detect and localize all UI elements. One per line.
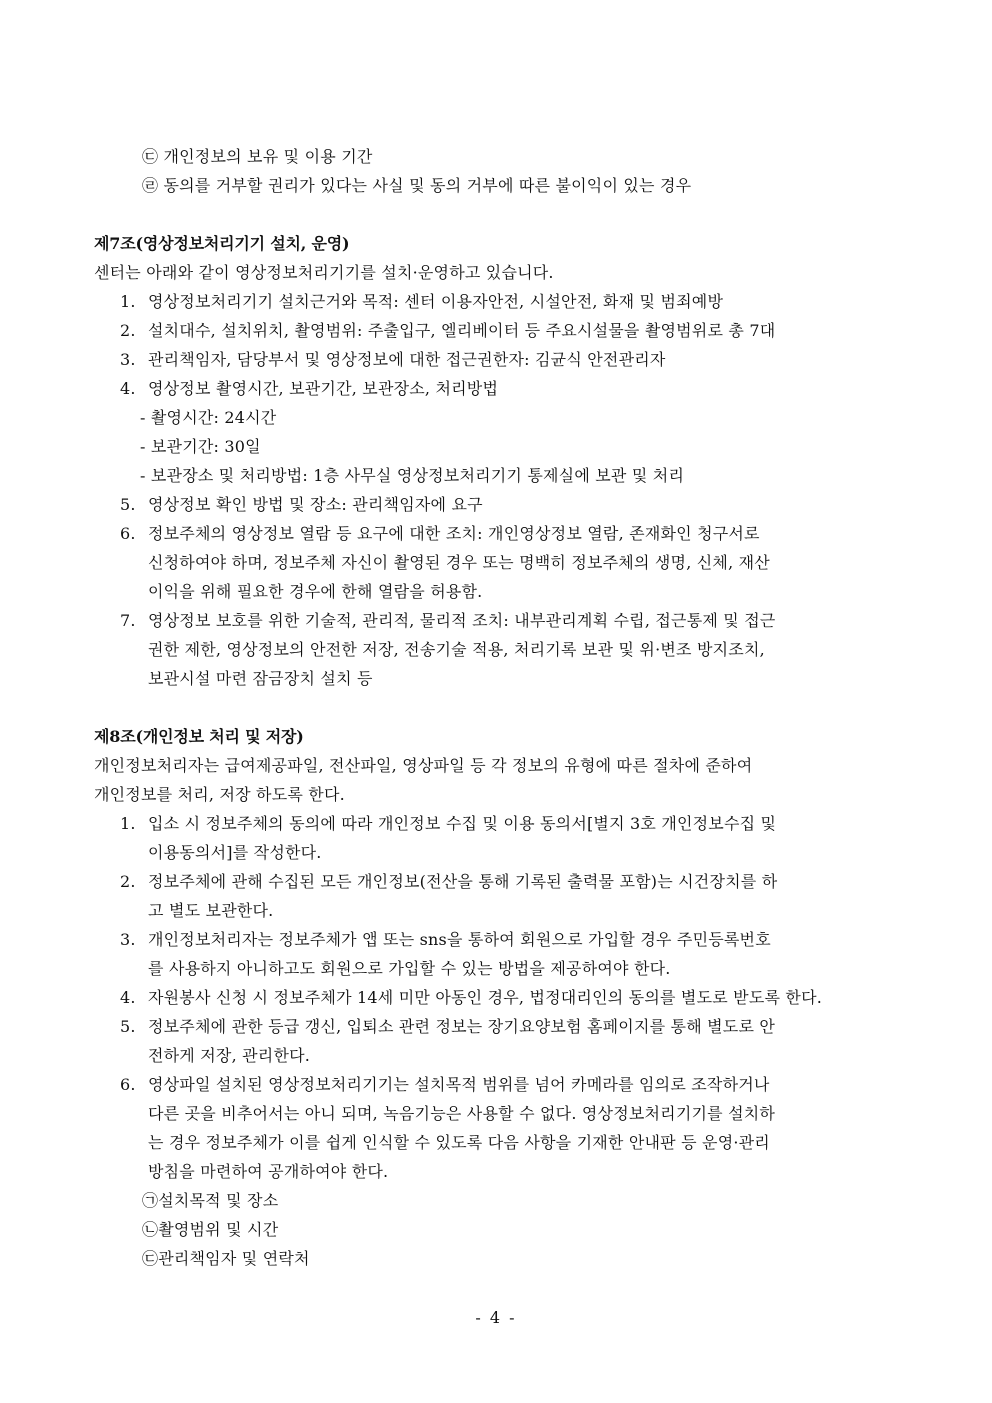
list-item <box>94 374 898 403</box>
item-number: 4. <box>120 379 136 398</box>
sub-item: - 촬영시간: 24시간 <box>140 408 277 427</box>
item-number: 6. <box>120 524 136 543</box>
item-text: 입소 시 정보주체의 동의에 따라 개인정보 수집 및 이용 동의서[별지 3호 개인정보수집 및 <box>148 814 777 833</box>
item-number: 3. <box>120 350 136 369</box>
list-item <box>94 867 898 896</box>
article-8-intro: 개인정보처리자는 급여제공파일, 전산파일, 영상파일 등 각 정보의 유형에 따른 절차에 준하여 <box>94 756 753 775</box>
item-text: 개인정보처리자는 정보주체가 앱 또는 sns을 통하여 회원으로 가입할 경우 주민등록번호 <box>148 930 771 949</box>
item-number: 5. <box>120 1017 136 1036</box>
item-number: 3. <box>120 930 136 949</box>
article-7-title: 제7조(영상정보처리기기 설치, 운영) <box>94 234 350 253</box>
item-continuation: 방침을 마련하여 공개하여야 한다. <box>148 1162 389 1181</box>
item-text: 정보주체의 영상정보 열람 등 요구에 대한 조치: 개인영상정보 열람, 존재화인 청구서로 <box>148 524 760 543</box>
item-text: 자원봉사 신청 시 정보주체가 14세 미만 아동인 경우, 법정대리인의 동의를 별도로 받도록 한다. <box>148 988 823 1007</box>
list-item: ㉢ 개인정보의 보유 및 이용 기간 <box>142 147 373 166</box>
item-number: 7. <box>120 611 136 630</box>
item-text: 영상정보 촬영시간, 보관기간, 보관장소, 처리방법 <box>148 379 499 398</box>
list-item <box>94 809 898 838</box>
item-continuation: 이익을 위해 필요한 경우에 한해 열람을 허용함. <box>148 582 483 601</box>
item-continuation: 권한 제한, 영상정보의 안전한 저장, 전송기술 적용, 처리기록 보관 및 위·변조 방지조치, <box>148 640 765 659</box>
item-text: 영상정보 확인 방법 및 장소: 관리책임자에 요구 <box>148 495 483 514</box>
item-continuation: 는 경우 정보주체가 이를 쉽게 인식할 수 있도록 다음 사항을 기재한 안내판 등 운영·관리 <box>148 1133 770 1152</box>
article-8-title: 제8조(개인정보 처리 및 저장) <box>94 727 304 746</box>
list-item <box>94 1012 898 1041</box>
list-item <box>94 1070 898 1099</box>
list-item <box>94 925 898 954</box>
list-item <box>94 606 898 635</box>
item-number: 2. <box>120 321 136 340</box>
sub-item: - 보관기간: 30일 <box>140 437 261 456</box>
sub-item: ㉠설치목적 및 장소 <box>142 1191 279 1210</box>
list-item <box>94 490 898 519</box>
sub-item: - 보관장소 및 처리방법: 1층 사무실 영상정보처리기기 통제실에 보관 및 처리 <box>140 466 685 485</box>
spacer <box>94 200 898 229</box>
list-item <box>94 287 898 316</box>
item-text: 영상파일 설치된 영상정보처리기기는 설치목적 범위를 넘어 카메라를 임의로 조작하거나 <box>148 1075 770 1094</box>
item-text: 영상정보처리기기 설치근거와 목적: 센터 이용자안전, 시설안전, 화재 및 범죄예방 <box>148 292 724 311</box>
list-item: ㉣ 동의를 거부할 권리가 있다는 사실 및 동의 거부에 따른 불이익이 있는 경우 <box>142 176 692 195</box>
document-page <box>94 142 898 1273</box>
list-item <box>94 519 898 548</box>
article-7-intro: 센터는 아래와 같이 영상정보처리기기를 설치·운영하고 있습니다. <box>94 263 554 282</box>
item-number: 1. <box>120 292 136 311</box>
item-number: 4. <box>120 988 136 1007</box>
item-continuation: 전하게 저장, 관리한다. <box>148 1046 311 1065</box>
item-continuation: 이용동의서]를 작성한다. <box>148 843 322 862</box>
item-text: 설치대수, 설치위치, 촬영범위: 주출입구, 엘리베이터 등 주요시설물을 촬영범위로 총 7대 <box>148 321 776 340</box>
list-item <box>94 983 898 1012</box>
spacer <box>94 693 898 722</box>
item-continuation: 보관시설 마련 잠금장치 설치 등 <box>148 669 373 688</box>
item-number: 5. <box>120 495 136 514</box>
item-text: 관리책임자, 담당부서 및 영상정보에 대한 접근권한자: 김균식 안전관리자 <box>148 350 666 369</box>
sub-item: ㉢관리책임자 및 연락처 <box>142 1249 310 1268</box>
item-text: 정보주체에 관해 수집된 모든 개인정보(전산을 통해 기록된 출력물 포함)는 시건장치를 하 <box>148 872 778 891</box>
item-number: 2. <box>120 872 136 891</box>
item-number: 1. <box>120 814 136 833</box>
item-text: 정보주체에 관한 등급 갱신, 입퇴소 관련 정보는 장기요양보험 홈페이지를 통해 별도로 안 <box>148 1017 776 1036</box>
item-text: 영상정보 보호를 위한 기술적, 관리적, 물리적 조치: 내부관리계획 수립, 접근통제 및 접근 <box>148 611 776 630</box>
page-number: - 4 - <box>475 1308 517 1327</box>
sub-item: ㉡촬영범위 및 시간 <box>142 1220 279 1239</box>
item-continuation: 다른 곳을 비추어서는 아니 되며, 녹음기능은 사용할 수 없다. 영상정보처리기기를 설치하 <box>148 1104 776 1123</box>
item-continuation: 신청하여야 하며, 정보주체 자신이 촬영된 경우 또는 명백히 정보주체의 생명, 신체, 재산 <box>148 553 770 572</box>
article-8-intro: 개인정보를 처리, 저장 하도록 한다. <box>94 785 345 804</box>
list-item <box>94 345 898 374</box>
item-continuation: 를 사용하지 아니하고도 회원으로 가입할 수 있는 방법을 제공하여야 한다. <box>148 959 671 978</box>
list-item <box>94 316 898 345</box>
item-continuation: 고 별도 보관한다. <box>148 901 274 920</box>
item-number: 6. <box>120 1075 136 1094</box>
